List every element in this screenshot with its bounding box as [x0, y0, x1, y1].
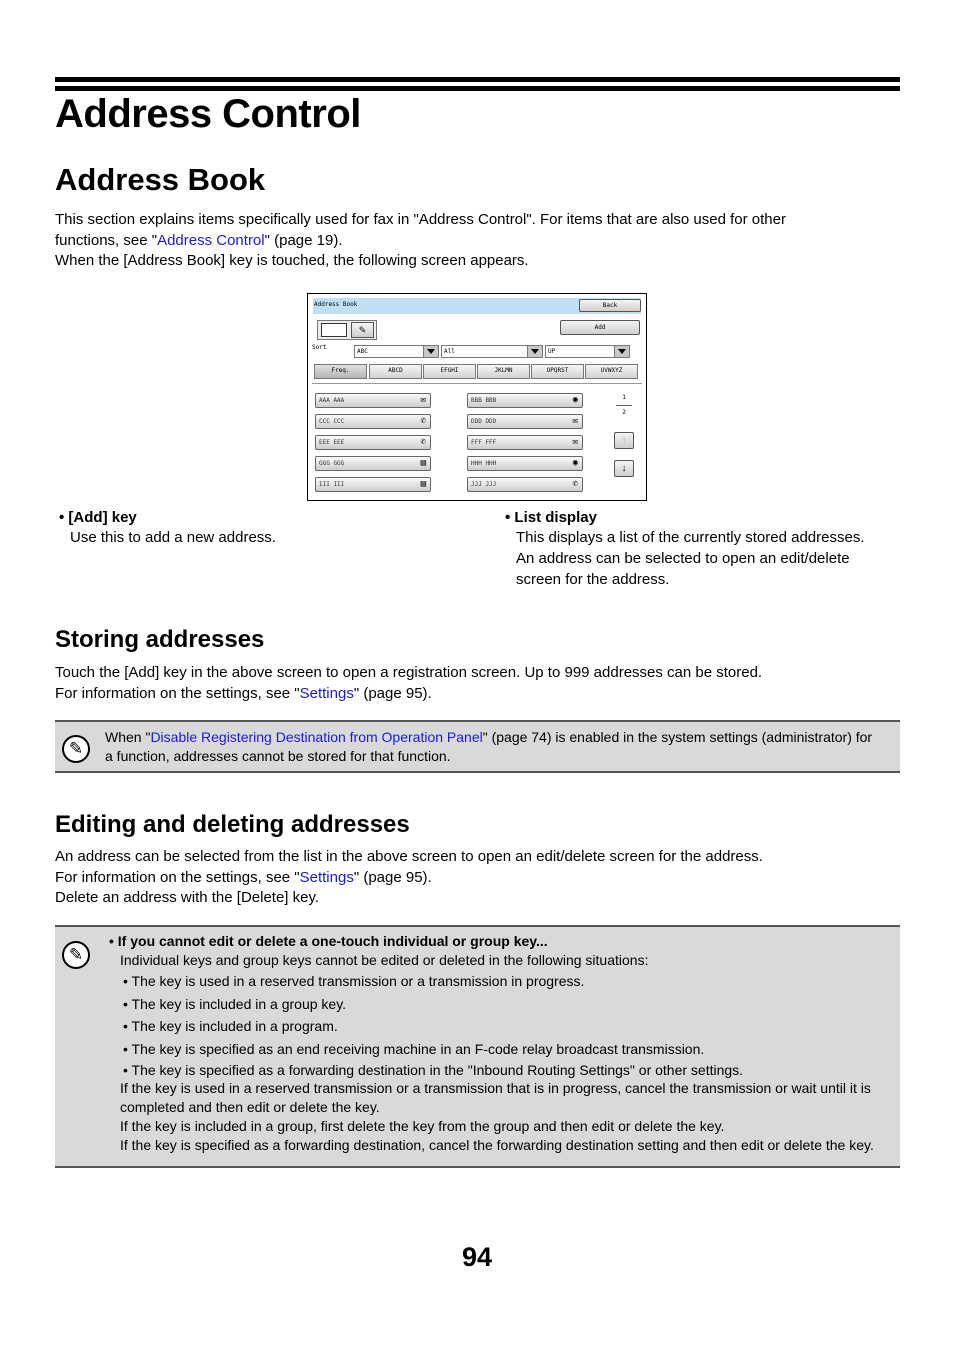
- chevron-down-icon: [527, 346, 542, 357]
- back-button[interactable]: Back: [579, 299, 641, 312]
- callout-title: • [Add] key: [59, 509, 137, 526]
- address-key[interactable]: CCC CCC ✆: [315, 414, 431, 429]
- address-key[interactable]: FFF FFF ✉: [467, 435, 583, 450]
- order-dropdown[interactable]: UP: [545, 345, 630, 358]
- list-item: • The key is included in a program.: [123, 1018, 338, 1034]
- tab-jklmn[interactable]: JKLMN: [477, 364, 530, 379]
- page-number: 94: [461, 1242, 493, 1272]
- header-rule-bottom: [55, 86, 900, 91]
- ftp-icon: ▤: [420, 458, 426, 468]
- pencil-icon: ✎: [62, 735, 90, 763]
- section-title: Address Book: [55, 162, 266, 197]
- header-rule-top: [55, 77, 900, 82]
- tab-abcd[interactable]: ABCD: [369, 364, 422, 379]
- disable-registering-link[interactable]: Disable Registering Destination from Operation Panel: [150, 729, 483, 745]
- page-total: 2: [622, 409, 626, 416]
- phone-icon: ✆: [420, 437, 426, 447]
- intro-line-3: When the [Address Book] key is touched, the following screen appears.: [55, 252, 529, 269]
- intro-line-1: This section explains items specifically used for fax in "Address Control". For items that are also used for other: [55, 211, 786, 228]
- add-button[interactable]: Add: [560, 320, 640, 335]
- callout-title: • List display: [505, 509, 597, 526]
- tab-divider: [312, 383, 642, 384]
- screen-title-bar: [313, 298, 641, 314]
- phone-icon: ✆: [572, 479, 578, 489]
- address-key[interactable]: JJJ JJJ ✆: [467, 477, 583, 492]
- storing-note-text: When "Disable Registering Destination from Operation Panel" (page 74) is enabled in the system settings (administrator) for a function, addresses cannot be stored for that function.: [105, 729, 873, 764]
- list-item: • The key is specified as a forwarding destination in the "Inbound Routing Settings" or other settings.: [123, 1062, 744, 1078]
- address-key[interactable]: AAA AAA ✉: [315, 393, 431, 408]
- ftp-icon: ▤: [420, 479, 426, 489]
- address-key[interactable]: III III ▤: [315, 477, 431, 492]
- address-control-link[interactable]: Address Control: [157, 231, 265, 249]
- callout-body: This displays a list of the currently stored addresses. An address can be selected to open an edit/delete screen for the address.: [516, 529, 865, 588]
- editing-heading: Editing and deleting addresses: [55, 811, 410, 838]
- storing-note: [55, 720, 900, 773]
- add-key-callout: [59, 509, 479, 548]
- mail-icon: ✉: [420, 395, 426, 405]
- phone-icon: ✆: [420, 416, 426, 426]
- intro-paragraph: [55, 210, 900, 272]
- group-icon: ◉: [572, 458, 578, 468]
- mail-icon: ✉: [572, 416, 578, 426]
- address-key[interactable]: EEE EEE ✆: [315, 435, 431, 450]
- note-intro: Individual keys and group keys cannot be edited or deleted in the following situations:: [120, 952, 649, 968]
- tab-uvwxyz[interactable]: UVWXYZ: [585, 364, 638, 379]
- intro-line-2: functions, see "Address Control" (page 19).: [55, 231, 343, 249]
- tab-efghi[interactable]: EFGHI: [423, 364, 476, 379]
- editing-paragraph: An address can be selected from the list in the above screen to open an edit/delete screen for the address. For information on the settings, see "Settings" (page 95). Delete an address with the [Delete] key.: [55, 848, 763, 906]
- callout-body: Use this to add a new address.: [70, 529, 276, 546]
- page-title: Address Control: [55, 92, 361, 136]
- mail-icon: ✉: [572, 437, 578, 447]
- tab-opqrst[interactable]: OPQRST: [531, 364, 584, 379]
- note-tail: If the key is used in a reserved transmission or a transmission that is in progress, cancel the transmission or wait until it is completed and then edit or delete the key. If the key is included in a group, first delete the key from the group and then edit or delete the key. If the key is specified as a forwarding destination, cancel the forwarding destination setting and then edit or delete the key.: [120, 1080, 874, 1153]
- sort-key-dropdown[interactable]: ABC: [354, 345, 439, 358]
- storing-heading: Storing addresses: [55, 626, 265, 653]
- settings-link[interactable]: Settings: [299, 868, 354, 886]
- storing-paragraph: Touch the [Add] key in the above screen to open a registration screen. Up to 999 addresses can be stored. For information on the settings, see "Settings" (page 95).: [55, 664, 763, 702]
- address-book-screen: [307, 293, 647, 501]
- settings-link[interactable]: Settings: [299, 684, 354, 702]
- address-key[interactable]: HHH HHH ◉: [467, 456, 583, 471]
- address-key[interactable]: GGG GGG ▤: [315, 456, 431, 471]
- page-current: 1: [622, 394, 626, 401]
- chevron-down-icon: [614, 346, 629, 357]
- list-display-callout: [505, 509, 900, 590]
- screen-title: Address Book: [314, 301, 358, 308]
- page-divider: [616, 405, 632, 406]
- list-item: • The key is specified as an end receiving machine in an F-code relay broadcast transmission.: [123, 1040, 705, 1057]
- editing-note: [55, 925, 900, 1168]
- edit-icon[interactable]: ✎: [351, 322, 374, 338]
- group-icon: ◉: [572, 395, 578, 405]
- direct-entry-area: [317, 320, 377, 340]
- entry-field[interactable]: [321, 323, 347, 337]
- address-key[interactable]: DDD DDD ✉: [467, 414, 583, 429]
- note-bullets: [109, 970, 899, 1079]
- tab-freq[interactable]: Freq.: [314, 364, 367, 379]
- arrow-down-icon[interactable]: ↓: [614, 460, 634, 477]
- sort-label: Sort: [312, 344, 327, 351]
- pencil-icon: ✎: [62, 941, 90, 969]
- arrow-up-icon[interactable]: ↑: [614, 432, 634, 449]
- list-item: • The key is included in a group key.: [123, 995, 347, 1012]
- list-item: • The key is used in a reserved transmission or a transmission in progress.: [123, 973, 585, 989]
- address-key[interactable]: BBB BBB ◉: [467, 393, 583, 408]
- chevron-down-icon: [423, 346, 438, 357]
- category-dropdown[interactable]: All: [441, 345, 543, 358]
- note-title: • If you cannot edit or delete a one-touch individual or group key...: [109, 933, 548, 949]
- editing-note-text: [109, 932, 899, 1155]
